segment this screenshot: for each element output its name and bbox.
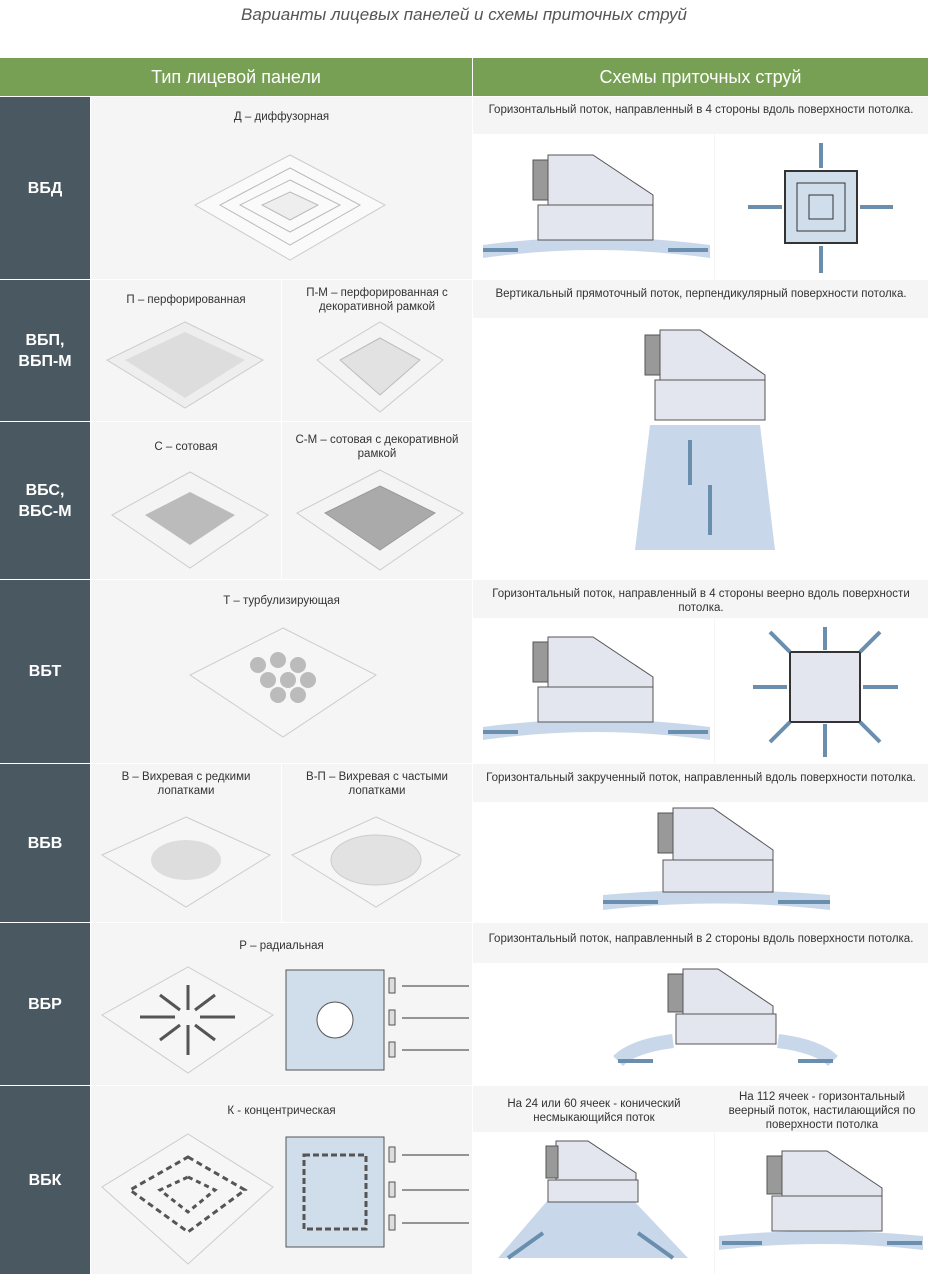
row-label-vbt: ВБТ xyxy=(0,580,90,763)
header-flow-schemes: Схемы приточных струй xyxy=(473,58,928,96)
concentric-panel-image xyxy=(100,1132,275,1267)
unit-side-view-image xyxy=(478,150,713,265)
panel-caption-k: К - концентрическая xyxy=(227,1105,336,1117)
unit-fan-flow-image xyxy=(717,1148,925,1263)
honeycomb-frame-panel-image xyxy=(295,468,465,573)
row-label-vbs-text: ВБС, ВБС-М xyxy=(18,481,72,520)
concentric-schematic-image xyxy=(284,1135,474,1250)
turbulizing-panel-image xyxy=(188,625,378,740)
panel-caption-pm: П-М – перфорированная с декоративной рамкой xyxy=(306,287,448,313)
swirl-dense-panel-image xyxy=(290,815,462,910)
panel-caption-vp: В-П – Вихревая с частыми лопатками xyxy=(306,771,448,797)
scheme-caption-vbk-fan: На 112 ячеек - горизонтальный веерный поток, настилающийся по поверхности потолка xyxy=(728,1091,916,1131)
scheme-caption-vbp: Вертикальный прямоточный поток, перпендикулярный поверхности потолка. xyxy=(495,288,907,300)
unit-cone-flow-image xyxy=(488,1138,703,1268)
row-label-vbv: ВБВ xyxy=(0,764,90,922)
radial-schematic-image xyxy=(284,968,474,1073)
row-label-vbs xyxy=(0,422,90,579)
scheme-caption-vbv: Горизонтальный закрученный поток, направленный вдоль поверхности потолка. xyxy=(486,772,916,784)
panel-caption-s: С – сотовая xyxy=(154,441,218,453)
unit-top-view-image xyxy=(745,138,895,278)
unit-vertical-flow-image xyxy=(630,325,790,555)
diffuser-panel-image xyxy=(190,150,390,265)
unit-two-way-flow-image xyxy=(613,966,838,1078)
header-panel-type: Тип лицевой панели xyxy=(0,58,472,96)
radial-panel-image xyxy=(100,965,275,1075)
row-label-vbk: ВБК xyxy=(0,1086,90,1274)
panel-caption-v: В – Вихревая с редкими лопатками xyxy=(121,771,251,797)
row-label-vbd: ВБД xyxy=(0,97,90,279)
unit-swirl-flow-image xyxy=(598,805,833,917)
unit-side-view-vbt-image xyxy=(478,632,713,747)
perforated-panel-image xyxy=(105,320,265,410)
scheme-caption-vbk-cone: На 24 или 60 ячеек - конический несмыкающийся поток xyxy=(507,1098,681,1124)
row-label-vbp-text: ВБП, ВБП-М xyxy=(18,331,72,370)
row-label-vbp xyxy=(0,280,90,421)
panel-caption-p: П – перфорированная xyxy=(126,294,246,306)
page-title: Варианты лицевых панелей и схемы приточных струй xyxy=(241,5,687,24)
swirl-sparse-panel-image xyxy=(100,815,272,910)
unit-top-view-vbt-image xyxy=(750,622,900,762)
perforated-frame-panel-image xyxy=(315,320,445,415)
row-label-vbr: ВБР xyxy=(0,923,90,1085)
panel-caption-t: Т – турбулизирующая xyxy=(223,595,340,607)
panel-caption-sm: С-М – сотовая с декоративной рамкой xyxy=(295,434,459,460)
honeycomb-panel-image xyxy=(110,470,270,570)
scheme-caption-vbt: Горизонтальный поток, направленный в 4 стороны веерно вдоль поверхности потолка. xyxy=(492,588,910,614)
panel-caption-d: Д – диффузорная xyxy=(233,111,330,123)
scheme-caption-vbd: Горизонтальный поток, направленный в 4 стороны вдоль поверхности потолка. xyxy=(488,104,914,116)
panel-caption-r: Р – радиальная xyxy=(239,940,324,952)
scheme-caption-vbr: Горизонтальный поток, направленный в 2 стороны вдоль поверхности потолка. xyxy=(488,933,914,945)
